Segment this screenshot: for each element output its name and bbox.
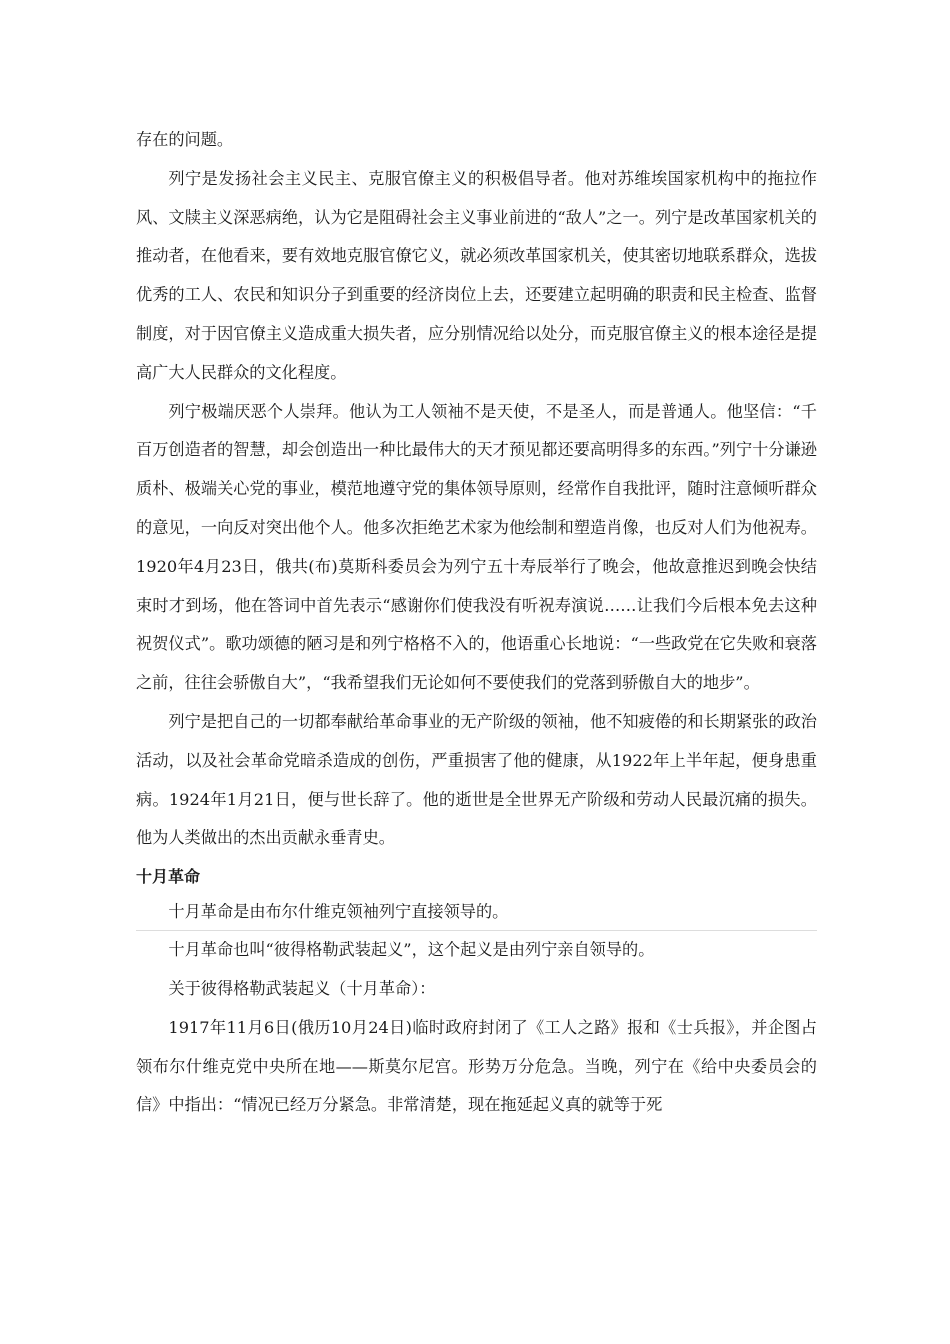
paragraph-bureaucracy: 列宁是发扬社会主义民主、克服官僚主义的积极倡导者。他对苏维埃国家机构中的拖拉作风、文牍主义深恶病绝，认为它是阻碍社会主义事业前进的“敌人”之一。列宁是改革国家机关的推动者，在他看来，要有效地克服官僚它义，就必须改革国家机关，使其密切地联系群众，选拔优秀的工人、农民和知识分子到重要的经济岗位上去，还要建立起明确的职责和民主检查、监督制度，对于因官僚主义造成重大损失者，应分别情况给以处分，而克服官僚主义的根本途径是提高广大人民群众的文化程度。 bbox=[136, 168, 817, 382]
paragraph-uprising-name: 十月革命也叫“彼得格勒武装起义”，这个起义是由列宁亲自领导的。 bbox=[168, 940, 655, 960]
paragraph-uprising-about: 关于彼得格勒武装起义（十月革命）： bbox=[168, 978, 436, 998]
paragraph-uprising-detail: 1917年11月6日(俄历10月24日)临时政府封闭了《工人之路》报和《士兵报》，并企图占领布尔什维克党中央所在地——斯莫尔尼宫。形势万分危急。当晚，列宁在《给中央委员会的信》中指出：“情况已经万分紧急。非常清楚，现在拖延起义真的就等于死 bbox=[136, 1017, 817, 1115]
section-heading: 十月革命 bbox=[136, 867, 201, 887]
document-page bbox=[136, 121, 817, 1125]
paragraph-october-intro: 十月革命是由布尔什维克领袖列宁直接领导的。 bbox=[168, 902, 509, 922]
paragraph-death: 列宁是把自己的一切都奉献给革命事业的无产阶级的领袖，他不知疲倦的和长期紧张的政治活动，以及社会革命党暗杀造成的创伤，严重损害了他的健康，从1922年上半年起，便身患重病。1924年1月21日，便与世长辞了。他的逝世是全世界无产阶级和劳动人民最沉痛的损失。他为人类做出的杰出贡献永垂青史。 bbox=[136, 711, 817, 848]
paragraph-personality-cult: 列宁极端厌恶个人崇拜。他认为工人领袖不是天使，不是圣人，而是普通人。他坚信：“千百万创造者的智慧，却会创造出一种比最伟大的天才预见都还要高明得多的东西。”列宁十分谦逊质朴、极端关心党的事业，模范地遵守党的集体领导原则，经常作自我批评，随时注意倾听群众的意见，一向反对突出他个人。他多次拒绝艺术家为他绘制和塑造肖像，也反对人们为他祝寿。1920年4月23日，俄共(布)莫斯科委员会为列宁五十寿辰举行了晚会，他故意推迟到晚会快结束时才到场，他在答词中首先表示“感谢你们使我没有听祝寿演说……让我们今后根本免去这种祝贺仪式”。歌功颂德的陋习是和列宁格格不入的，他语重心长地说：“一些政党在它失败和衰落之前，往往会骄傲自大”，“我希望我们无论如何不要使我们的党落到骄傲自大的地步”。 bbox=[136, 401, 817, 693]
paragraph-continuation: 存在的问题。 bbox=[136, 130, 234, 149]
